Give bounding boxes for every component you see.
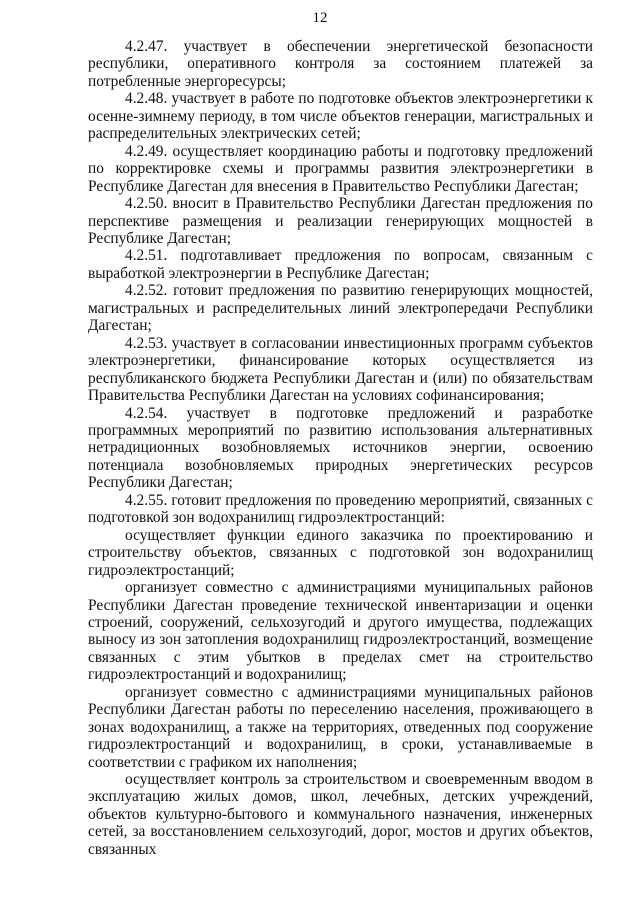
paragraph-inventory-organization: организует совместно с администрациями муниципальных районов Республики Дагестан проведение технической инвентаризации и оценки строений, сооружений, сельхозугодий и другого имущества, подлежащих выносу из зон затопления водохранилищ гидроэлектростанций, возмещение связанных с этим убытков в пределах смет на строительство гидроэлектростанций и водохранилищ; (88, 579, 593, 684)
paragraph-4-2-48: 4.2.48. участвует в работе по подготовке объектов электроэнергетики к осенне-зимнему периоду, в том числе объектов генерации, магистральных и распределительных электрических сетей; (88, 90, 593, 143)
paragraph-construction-control: осуществляет контроль за строительством и своевременным вводом в эксплуатацию жилых домов, школ, лечебных, детских учреждений, объектов культурно-бытового и коммунального назначения, инженерных сетей, за восстановлением сельхозугодий, дорог, мостов и других объектов, связанных (88, 771, 593, 858)
paragraph-4-2-55: 4.2.55. готовит предложения по проведению мероприятий, связанных с подготовкой зон водохранилищ гидроэлектростанций: (88, 491, 593, 527)
paragraph-resettlement-organization: организует совместно с администрациями муниципальных районов Республики Дагестан работы по переселению населения, проживающего в зонах водохранилищ, а также на территориях, отведенных под сооружение гидроэлектростанций и водохранилищ, в сроки, устанавливаемые в соответствии с графиком их наполнения; (88, 683, 593, 771)
paragraph-4-2-49: 4.2.49. осуществляет координацию работы и подготовку предложений по корректировке схемы и программы развития электроэнергетики в Республике Дагестан для внесения в Правительство Республики Дагестан; (88, 142, 593, 195)
page-number: 12 (312, 10, 328, 26)
paragraph-customer-functions: осуществляет функции единого заказчика по проектированию и строительству объектов, связанных с подготовкой зон водохранилищ гидроэлектростанций; (88, 526, 593, 579)
paragraph-4-2-53: 4.2.53. участвует в согласовании инвестиционных программ субъектов электроэнергетики, финансирование которых осуществляется из республиканского бюджета Республики Дагестан и (или) по обязательствам Правительства Республики Дагестан на условиях софинансирования; (88, 334, 593, 405)
document-body (88, 38, 593, 858)
paragraph-4-2-54: 4.2.54. участвует в подготовке предложений и разработке программных мероприятий по развитию использования альтернативных нетрадиционных возобновляемых источников энергии, освоению потенциала возобновляемых природных энергетических ресурсов Республики Дагестан; (88, 404, 593, 492)
paragraph-4-2-47: 4.2.47. участвует в обеспечении энергетической безопасности республики, оперативного контроля за состоянием платежей за потребленные энергоресурсы; (88, 38, 593, 90)
paragraph-4-2-51: 4.2.51. подготавливает предложения по вопросам, связанным с выработкой электроэнергии в Республике Дагестан; (88, 247, 593, 282)
paragraph-4-2-50: 4.2.50. вносит в Правительство Республики Дагестан предложения по перспективе размещения и реализации генерирующих мощностей в Республике Дагестан; (88, 195, 593, 247)
paragraph-4-2-52: 4.2.52. готовит предложения по развитию генерирующих мощностей, магистральных и распределительных линий электропередачи Республики Дагестан; (88, 282, 593, 335)
